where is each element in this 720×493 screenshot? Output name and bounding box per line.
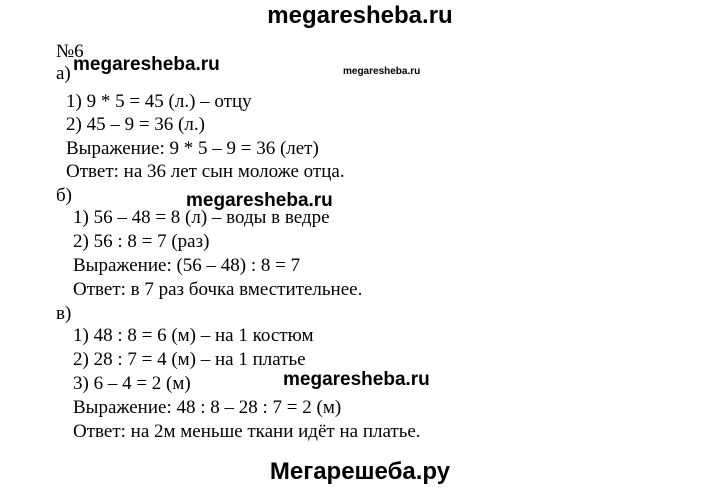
section-c-label: в): [56, 303, 72, 324]
section-a-expression: Выражение: 9 * 5 – 9 = 36 (лет): [66, 138, 319, 159]
watermark-site-a: megaresheba.ru: [73, 54, 220, 75]
section-c-line-3: 3) 6 – 4 = 2 (м): [73, 373, 191, 394]
watermark-site-bottom: Мегарешеба.ру: [269, 458, 451, 485]
section-b-line-2: 2) 56 : 8 = 7 (раз): [73, 231, 210, 252]
section-a-label: а): [56, 63, 71, 84]
watermark-site-top: megaresheba.ru: [267, 2, 453, 29]
section-b-answer: Ответ: в 7 раз бочка вместительнее.: [73, 279, 363, 300]
section-c-expression: Выражение: 48 : 8 – 28 : 7 = 2 (м): [73, 397, 342, 418]
section-a-line-1: 1) 9 * 5 = 45 (л.) – отцу: [66, 91, 252, 112]
section-c-line-2: 2) 28 : 7 = 4 (м) – на 1 платье: [73, 349, 306, 370]
section-a-answer: Ответ: на 36 лет сын моложе отца.: [66, 161, 345, 182]
task-number: №6: [56, 41, 84, 62]
section-a-line-2: 2) 45 – 9 = 36 (л.): [66, 114, 205, 135]
section-c-line-1: 1) 48 : 8 = 6 (м) – на 1 костюм: [73, 325, 314, 346]
section-c-answer: Ответ: на 2м меньше ткани идёт на платье.: [73, 421, 421, 442]
section-b-label: б): [56, 185, 72, 206]
watermark-site-b: megaresheba.ru: [186, 190, 333, 211]
watermark-site-small: megaresheba.ru: [343, 66, 421, 77]
section-b-line-1: 1) 56 – 48 = 8 (л) – воды в ведре: [73, 207, 330, 228]
watermark-site-c: megaresheba.ru: [283, 369, 430, 390]
section-b-expression: Выражение: (56 – 48) : 8 = 7: [73, 255, 301, 276]
